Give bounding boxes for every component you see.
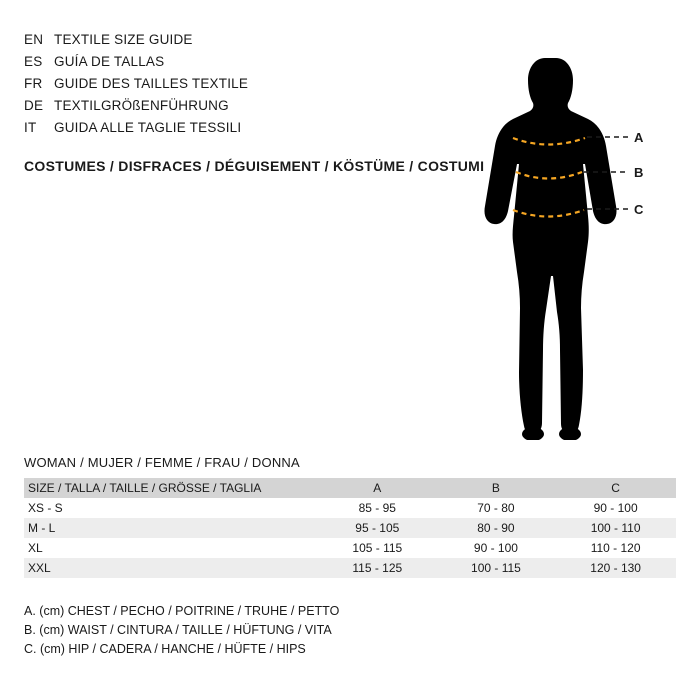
table-row <box>24 558 676 578</box>
language-text-es: GUÍA DE TALLAS <box>54 54 165 69</box>
table-row <box>24 538 676 558</box>
cell-c: 110 - 120 <box>590 541 641 555</box>
language-text-en: TEXTILE SIZE GUIDE <box>54 32 193 47</box>
cell-size: XL <box>28 541 43 555</box>
cell-c: 120 - 130 <box>590 561 641 575</box>
language-row-it <box>24 120 324 142</box>
table-row <box>24 498 676 518</box>
table-header-b: B <box>491 481 500 495</box>
woman-silhouette-figure <box>470 20 680 440</box>
cell-b: 70 - 80 <box>477 501 515 515</box>
table-header-size: SIZE / TALLA / TAILLE / GRÖSSE / TAGLIA <box>28 481 262 495</box>
language-code-de: DE <box>24 98 44 113</box>
costumes-heading: COSTUMES / DISFRACES / DÉGUISEMENT / KÖSTÜME / COSTUMI <box>24 158 485 174</box>
language-text-fr: GUIDE DES TAILLES TEXTILE <box>54 76 249 91</box>
measure-label-a: A <box>634 130 644 145</box>
cell-size: XS - S <box>28 501 63 515</box>
table-row <box>24 518 676 538</box>
silhouette-icon <box>470 20 680 440</box>
legend-line-a: A. (cm) CHEST / PECHO / POITRINE / TRUHE / PETTO <box>24 604 340 618</box>
cell-a: 85 - 95 <box>358 501 396 515</box>
measurement-legend <box>24 602 339 659</box>
cell-a: 115 - 125 <box>352 561 403 575</box>
cell-b: 80 - 90 <box>477 521 515 535</box>
language-code-fr: FR <box>24 76 43 91</box>
cell-b: 90 - 100 <box>473 541 518 555</box>
size-table-block <box>24 455 676 578</box>
language-row-es <box>24 54 324 76</box>
legend-line-b: B. (cm) WAIST / CINTURA / TAILLE / HÜFTUNG / VITA <box>24 623 332 637</box>
cell-c: 90 - 100 <box>593 501 638 515</box>
language-list <box>24 32 324 142</box>
cell-size: M - L <box>28 521 56 535</box>
size-table <box>24 478 676 578</box>
cell-c: 100 - 110 <box>590 521 641 535</box>
cell-b: 100 - 115 <box>471 561 521 575</box>
table-header-a: A <box>373 481 382 495</box>
language-code-es: ES <box>24 54 43 69</box>
language-row-de <box>24 98 324 120</box>
measure-label-c: C <box>634 202 644 217</box>
table-title: WOMAN / MUJER / FEMME / FRAU / DONNA <box>24 455 300 470</box>
language-row-en <box>24 32 324 54</box>
cell-a: 95 - 105 <box>355 521 400 535</box>
table-header-c: C <box>611 481 620 495</box>
legend-line-c: C. (cm) HIP / CADERA / HANCHE / HÜFTE / HIPS <box>24 642 306 656</box>
language-code-it: IT <box>24 120 37 135</box>
cell-size: XXL <box>28 561 51 575</box>
table-header-row <box>24 478 676 498</box>
language-text-it: GUIDA ALLE TAGLIE TESSILI <box>54 120 242 135</box>
language-text-de: TEXTILGRÖßENFÜHRUNG <box>54 98 229 113</box>
language-row-fr <box>24 76 324 98</box>
measure-label-b: B <box>634 165 644 180</box>
language-code-en: EN <box>24 32 44 47</box>
cell-a: 105 - 115 <box>352 541 403 555</box>
